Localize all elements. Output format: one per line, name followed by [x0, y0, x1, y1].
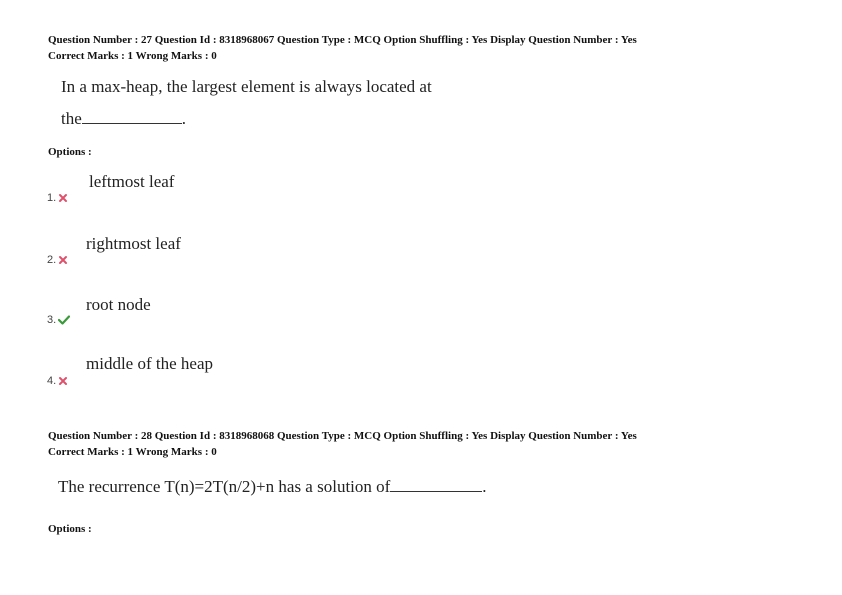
question-28-text-end: .	[482, 477, 487, 496]
question-27-text-line2	[61, 109, 186, 129]
question-27-meta-line2: Correct Marks : 1 Wrong Marks : 0	[48, 50, 217, 62]
check-icon	[58, 315, 70, 325]
question-28-meta-line2: Correct Marks : 1 Wrong Marks : 0	[48, 446, 217, 458]
option-1-marker	[47, 192, 68, 204]
option-2-marker	[47, 254, 68, 266]
option-1-number: 1.	[47, 192, 57, 204]
option-1-text: leftmost leaf	[89, 172, 175, 191]
question-27-meta-line1: Question Number : 27 Question Id : 8318968067 Question Type : MCQ Option Shuffling : Yes Display Question Number : Yes	[48, 34, 637, 46]
answer-blank	[82, 121, 182, 124]
question-28-text-body: The recurrence T(n)=2T(n/2)+n has a solution of	[58, 477, 391, 496]
answer-blank	[390, 489, 482, 492]
question-27-text-end: .	[181, 109, 187, 128]
question-28-meta	[48, 428, 637, 460]
option-3-text: root node	[86, 295, 151, 314]
question-28-meta-line1: Question Number : 28 Question Id : 8318968068 Question Type : MCQ Option Shuffling : Yes Display Question Number : Yes	[48, 430, 637, 442]
option-4-marker	[47, 375, 68, 387]
question-27-text-the: the	[61, 109, 82, 128]
question-27-text-line1: In a max-heap, the largest element is always located at	[61, 77, 432, 96]
question-28-options-label: Options :	[48, 523, 92, 535]
option-4-text: middle of the heap	[86, 354, 213, 373]
question-28-text	[58, 477, 487, 497]
cross-icon	[58, 255, 68, 265]
option-3-marker	[47, 314, 70, 326]
option-3-number: 3.	[47, 314, 57, 326]
cross-icon	[58, 193, 68, 203]
cross-icon	[58, 376, 68, 386]
option-2-number: 2.	[47, 254, 57, 266]
option-4-number: 4.	[47, 375, 57, 387]
question-27-options-label: Options :	[48, 146, 92, 158]
question-27-meta	[48, 32, 637, 64]
option-2-text: rightmost leaf	[86, 234, 181, 253]
